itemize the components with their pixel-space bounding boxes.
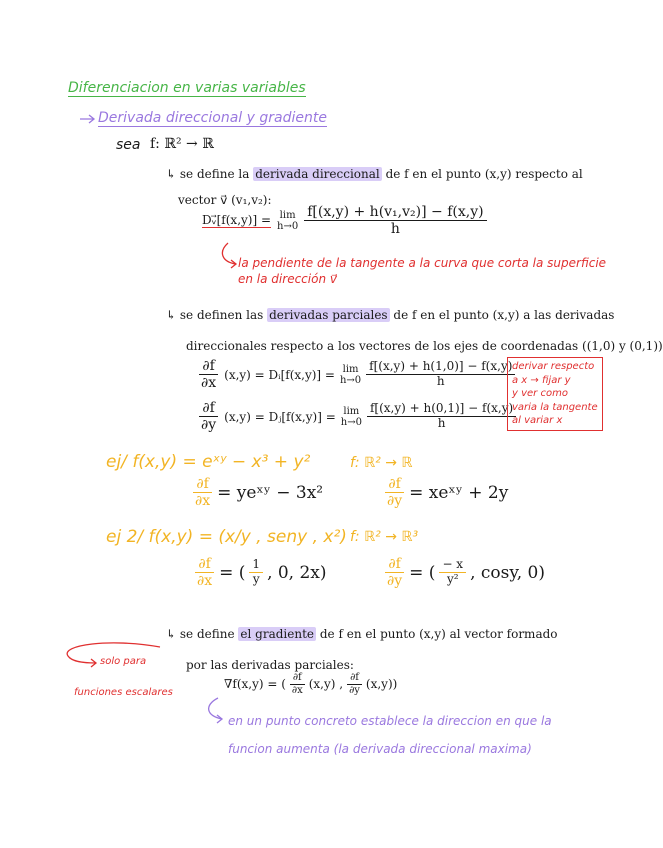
example2-partial-x: $\frac{\partial f}{\partial x}$ = ( $\frac{1}{y}$ , 0, 2x) bbox=[197, 556, 327, 590]
def3-line2: por las derivadas parciales: bbox=[186, 658, 354, 672]
red-curve-arrow-icon bbox=[222, 243, 236, 264]
partial-y-formula: $\frac{\partial f}{\partial y}$ (x,y) = Dⱼ[f(x,y)] = lim h→0 $\frac{f[(x,y) + h(0,1)] - f(x,y)}{h}$ bbox=[198, 400, 516, 433]
partial-y-symbol: $\frac{\partial f}{\partial y}$ bbox=[201, 400, 217, 434]
sea-label: sea bbox=[116, 137, 141, 153]
function-map: f: ℝ² → ℝ bbox=[150, 136, 214, 152]
partial-x-quotient: $\frac{f[(x,y) + h(1,0)] - f(x,y)}{h}$ bbox=[366, 360, 515, 389]
example2-map: f: ℝ² → ℝ³ bbox=[350, 529, 419, 545]
side-note-line2: funciones escalares bbox=[74, 687, 173, 698]
example1-map: f: ℝ² → ℝ bbox=[350, 455, 413, 471]
example1-partial-y: $\frac{\partial f}{\partial y}$ = xeˣʸ + 2y bbox=[387, 476, 509, 510]
def1-note-line1: la pendiente de la tangente a la curva que corta la superficie bbox=[238, 256, 607, 270]
def1-line1: ↳ se define la derivada direccional de f en el punto (x,y) respecto al bbox=[166, 167, 583, 181]
gradient-formula: ∇f(x,y) = ( $\frac{\partial f}{\partial x}$ (x,y) , $\frac{\partial f}{\partial y}$ (x,y)) bbox=[224, 672, 398, 696]
directional-derivative-lhs: Dᵥ⃗[f(x,y)] = bbox=[202, 213, 272, 228]
partial-x-symbol: $\frac{\partial f}{\partial x}$ bbox=[201, 358, 217, 392]
partial-derivatives-highlight: derivadas parciales bbox=[269, 308, 388, 322]
directional-derivative-formula bbox=[202, 204, 487, 237]
side-note-line1: solo para bbox=[100, 656, 147, 667]
def3-arrow-icon: ↳ bbox=[166, 627, 177, 641]
example1-partial-x: $\frac{\partial f}{\partial x}$ = yeˣʸ − 3x² bbox=[195, 476, 324, 510]
partial-x-formula: $\frac{\partial f}{\partial x}$ (x,y) = Dᵢ[f(x,y)] = lim h→0 $\frac{f[(x,y) + h(1,0)] - f(x,y)}{h}$ bbox=[198, 358, 515, 391]
subtitle-arrow-icon bbox=[80, 115, 94, 123]
directional-derivative-quotient: $\frac{\text{f[(x,y) + h(v₁,v₂)] − f(x,y)}}{h}$ bbox=[304, 204, 486, 237]
def1-note-line2: en la dirección v⃗ bbox=[238, 272, 337, 286]
limit-operator: lim h→0 bbox=[277, 209, 299, 232]
gradient-note-line1: en un punto concreto establece la direccion en que la bbox=[228, 714, 552, 728]
purple-curve-arrow-icon bbox=[209, 698, 222, 719]
section-subtitle: Derivada direccional y gradiente bbox=[98, 110, 327, 126]
example1-function: ej/ f(x,y) = eˣʸ − x³ + y² bbox=[106, 452, 311, 472]
def1-arrow-icon: ↳ bbox=[166, 167, 177, 181]
example2-function: ej 2/ f(x,y) = (x/y , seny , x²) bbox=[106, 527, 347, 547]
def3-line1: ↳ se define el gradiente de f en el punto (x,y) al vector formado bbox=[166, 627, 558, 641]
gradient-highlight: el gradiente bbox=[240, 627, 315, 641]
def1-line2: vector v⃗ (v₁,v₂): bbox=[178, 193, 272, 207]
gradient-note-line2: funcion aumenta (la derivada direccional maxima) bbox=[228, 742, 532, 756]
directional-derivative-highlight: derivada direccional bbox=[255, 167, 380, 181]
partial-derivative-note-box: derivar respecto a x → fijar y y ver como varia la tangente al variar x bbox=[507, 357, 603, 431]
def2-arrow-icon: ↳ bbox=[166, 308, 177, 322]
def2-line1: ↳ se definen las derivadas parciales de f en el punto (x,y) a las derivadas bbox=[166, 308, 615, 322]
def2-line2: direccionales respecto a los vectores de los ejes de coordenadas ((1,0) y (0,1)) bbox=[186, 339, 663, 353]
page-title: Diferenciacion en varias variables bbox=[68, 80, 306, 96]
example2-partial-y: $\frac{\partial f}{\partial y}$ = ( $\frac{- x}{\text{y²}}$ , cosy, 0) bbox=[387, 556, 545, 590]
partial-y-quotient: $\frac{f[(x,y) + h(0,1)] - f(x,y)}{h}$ bbox=[367, 402, 516, 431]
